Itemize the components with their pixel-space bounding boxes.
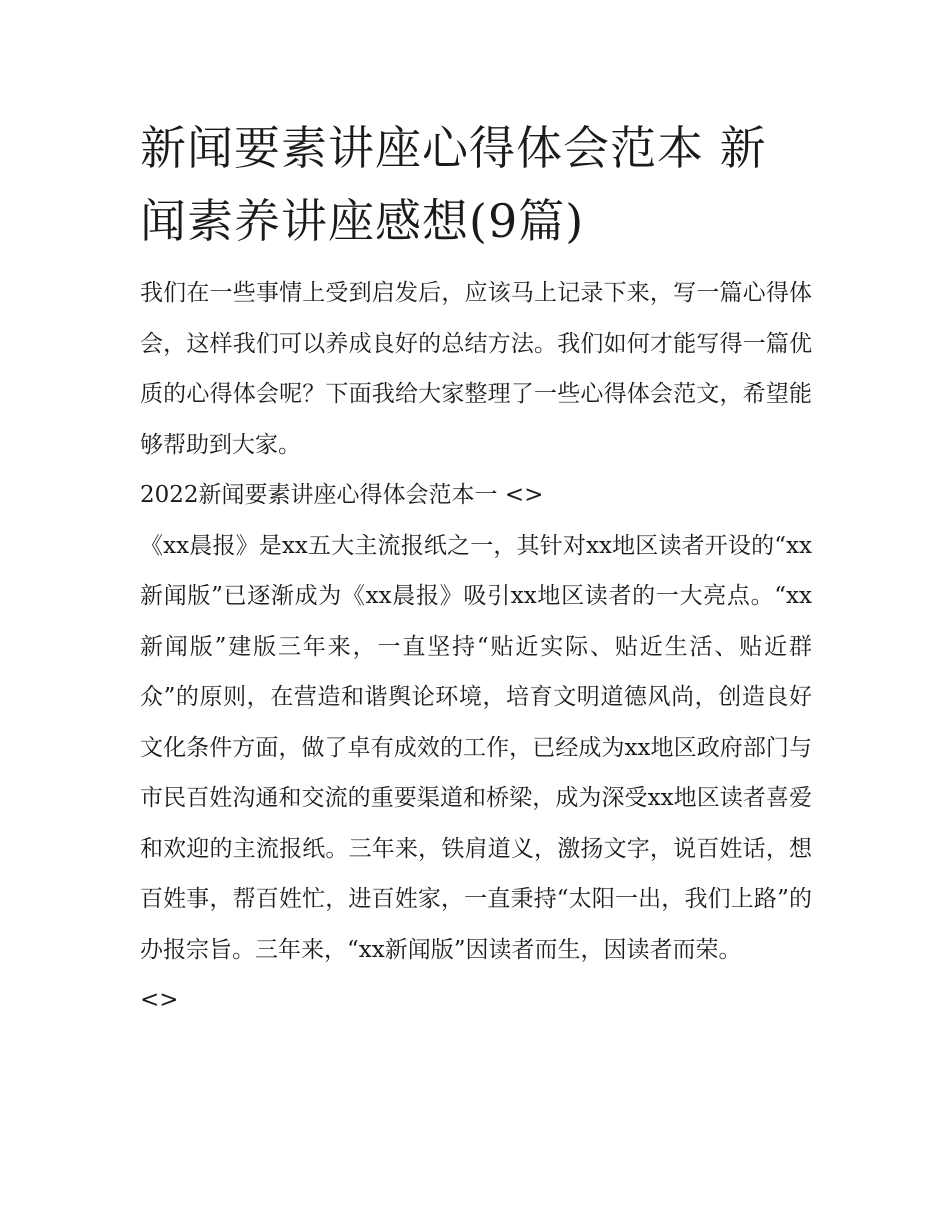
document-page — [140, 112, 812, 1026]
section-heading: 2022新闻要素讲座心得体会范本一 <> — [140, 482, 544, 508]
body-paragraph: 《xx晨报》是xx五大主流报纸之一，其针对xx地区读者开设的“xx新闻版”已逐渐成为《xx晨报》吸引xx地区读者的一大亮点。“xx新闻版”建版三年来，一直坚持“贴近实际、贴近生活、贴近群众”的原则，在营造和谐舆论环境，培育文明道德风尚，创造良好文化条件方面，做了卓有成效的工作，已经成为xx地区政府部门与市民百姓沟通和交流的重要渠道和桥梁，成为深受xx地区读者喜爱和欢迎的主流报纸。三年来，铁肩道义，激扬文字，说百姓话，想百姓事，帮百姓忙，进百姓家，一直秉持“太阳一出，我们上路”的办报宗旨。三年来，“xx新闻版”因读者而生，因读者而荣。 — [140, 532, 812, 963]
trailing-marker: <> — [140, 987, 179, 1013]
intro-paragraph: 我们在一些事情上受到启发后，应该马上记录下来，写一篇心得体会，这样我们可以养成良好的总结方法。我们如何才能写得一篇优质的心得体会呢？下面我给大家整理了一些心得体会范文，希望能够帮助到大家。 — [140, 280, 812, 458]
page-title: 新闻要素讲座心得体会范本 新闻素养讲座感想(9篇) — [140, 121, 767, 248]
